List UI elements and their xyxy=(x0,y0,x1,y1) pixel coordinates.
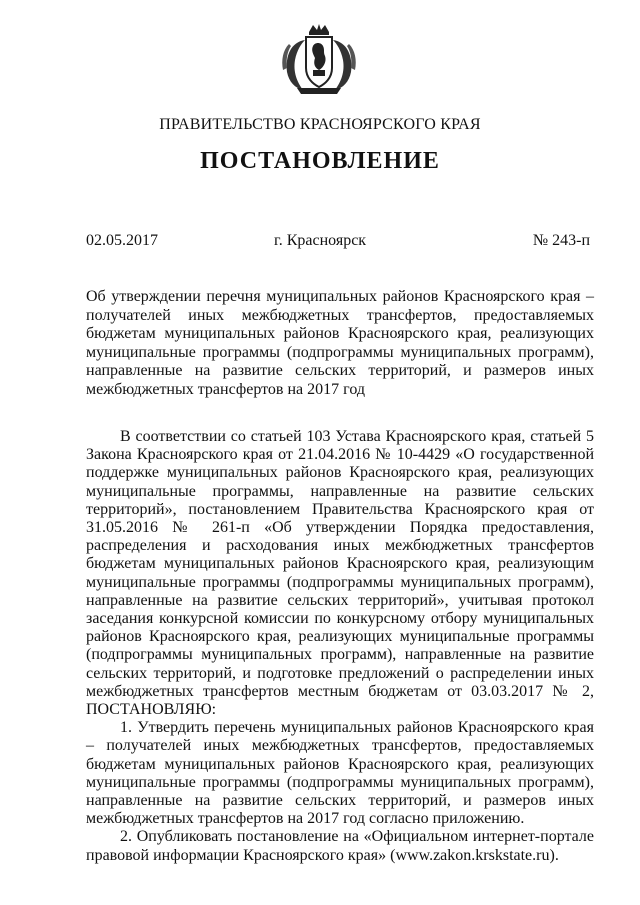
item-1-paragraph: 1. Утвердить перечень муниципальных районов Красноярского края – получателей иных межбюджетных трансфертов, предоставляемых бюджетам муниципальных районов Красноярского края, реализующих муниципальные программы (подпрограммы муниципальных программ), направленные на развитие сельских территорий, и размеров иных межбюджетных трансфертов на 2017 год согласно приложению. xyxy=(86,719,594,828)
coat-of-arms-icon xyxy=(277,22,361,96)
item-2-paragraph: 2. Опубликовать постановление на «Официальном интернет-портале правовой информации Красноярского края» (www.zakon.krskstate.ru). xyxy=(86,828,594,864)
document-date: 02.05.2017 xyxy=(86,232,158,249)
document-type-title: ПОСТАНОВЛЕНИЕ xyxy=(200,148,440,174)
document-number: № 243-п xyxy=(532,232,590,249)
document-body xyxy=(86,428,594,865)
government-name: ПРАВИТЕЛЬСТВО КРАСНОЯРСКОГО КРАЯ xyxy=(159,116,481,133)
preamble-paragraph: В соответствии со статьей 103 Устава Красноярского края, статьей 5 Закона Красноярского края от 21.04.2016 № 10-4429 «О государственной поддержке муниципальных районов Красноярского края, реализующих муниципальные программы, направленные на развитие сельских территорий», постановлением Правительства Красноярского края от 31.05.2016 № 261-п «Об утверждении Порядка предоставления, распределения и расходования иных межбюджетных трансфертов бюджетам муниципальных районов Красноярского края, реализующим муниципальные программы (подпрограммы муниципальных программ), направленные на развитие сельских территорий», учитывая протокол заседания конкурсной комиссии по конкурсному отбору муниципальных районов Красноярского края, реализующих муниципальные программы (подпрограммы муниципальных программ), направленные на развитие сельских территорий, и подготовке предложений о распределении иных межбюджетных трансфертов местным бюджетам от 03.03.2017 № 2, ПОСТАНОВЛЯЮ: xyxy=(86,428,594,719)
document-city: г. Красноярск xyxy=(273,232,367,249)
document-subject: Об утверждении перечня муниципальных районов Красноярского края – получателей иных межбюджетных трансфертов, предоставляемых бюджетам муниципальных районов Красноярского края, реализующих муниципальные программы (подпрограммы муниципальных программ), направленные на развитие сельских территорий, и размеров иных межбюджетных трансфертов на 2017 год xyxy=(86,288,594,398)
